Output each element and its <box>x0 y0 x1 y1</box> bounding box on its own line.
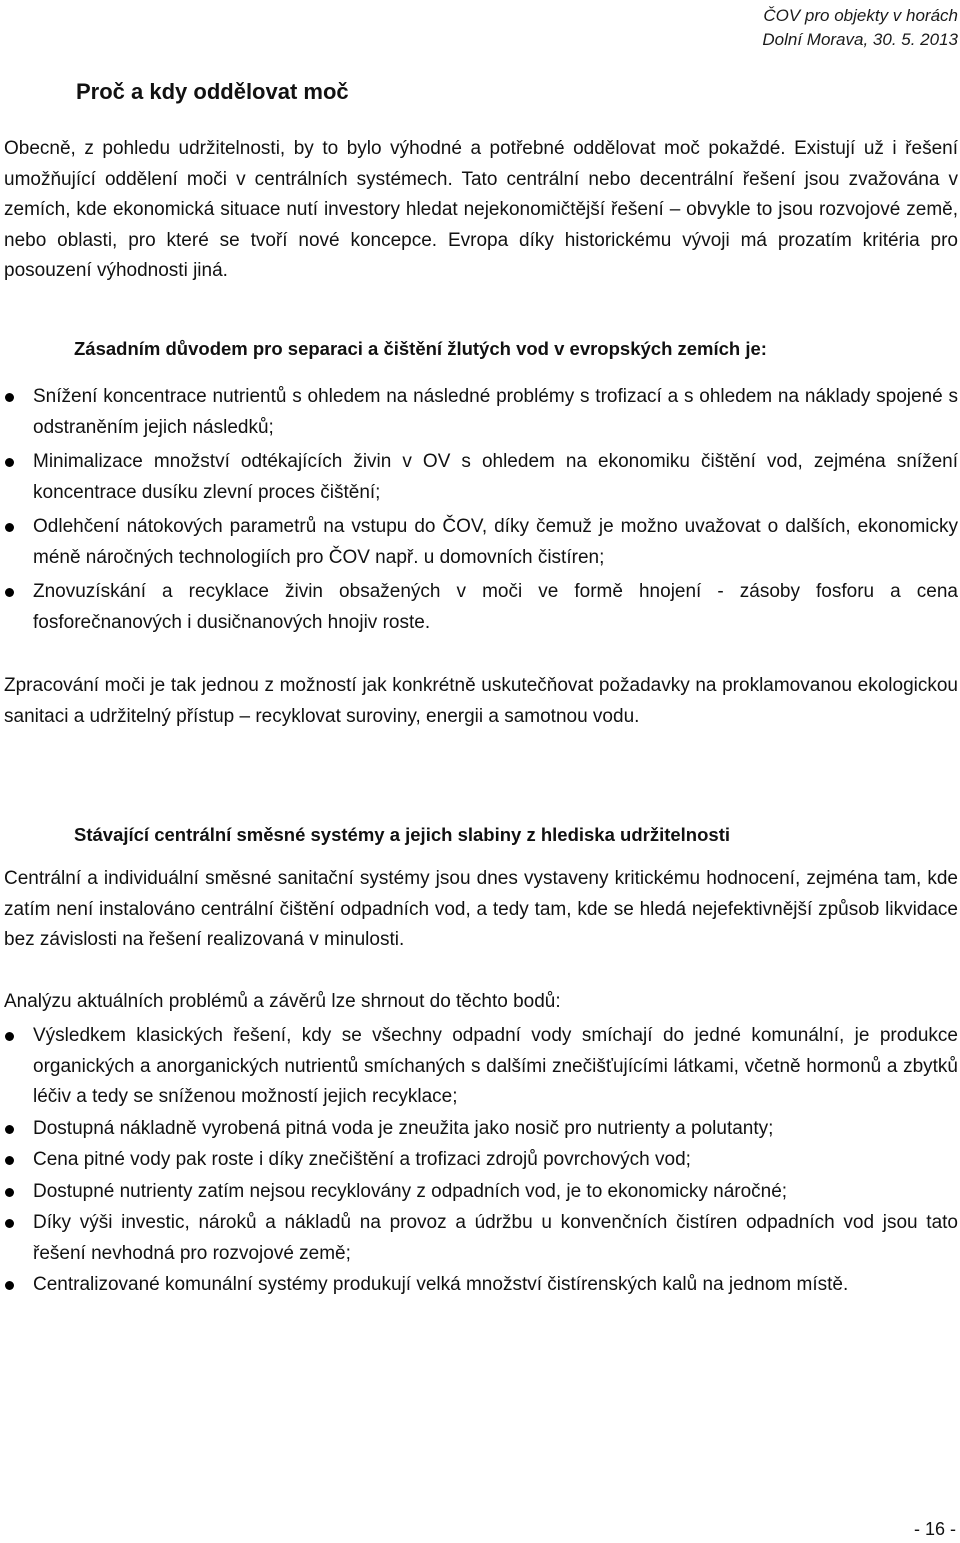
list-item: Díky výši investic, nároků a nákladů na provoz a údržbu u konvenčních čistíren odpadních vod jsou tato řešení nevhodná pro rozvojové země; <box>4 1208 958 1269</box>
section1-heading: Zásadním důvodem pro separaci a čištění žlutých vod v evropských zemích je: <box>74 338 767 359</box>
section1-bullet-list <box>4 382 958 642</box>
intro-paragraph: Obecně, z pohledu udržitelnosti, by to bylo výhodné a potřebné oddělovat moč pokaždé. Existují už i řešení umožňující oddělení moči v centrálních systémech. Tato centrální nebo decentrální řešení jsou zvažována v zemích, kde ekonomická situace nutí investory hledat nejekonomičtější řešení – obvykle to jsou rozvojové země, nebo oblasti, pro které se tvoří nové koncepce. Evropa díky historickému vývoji má prozatím kritéria pro posouzení výhodnosti jiná. <box>4 138 958 281</box>
list-item: Cena pitné vody pak roste i díky znečištění a trofizaci zdrojů povrchových vod; <box>4 1145 958 1176</box>
running-header <box>762 4 958 52</box>
list-item: Odlehčení nátokových parametrů na vstupu do ČOV, díky čemuž je možno uvažovat o dalších, ekonomicky méně náročných technologiích pro ČOV např. u domovních čistíren; <box>4 512 958 573</box>
list-item: Snížení koncentrace nutrientů s ohledem na následné problémy s trofizací a s ohledem na náklady spojené s odstraněním jejich následků; <box>4 382 958 443</box>
list-item: Centralizované komunální systémy produkují velká množství čistírenských kalů na jednom místě. <box>4 1270 958 1301</box>
section1-closing-paragraph: Zpracování moči je tak jednou z možností jak konkrétně uskutečňovat požadavky na proklamovanou ekologickou sanitaci a udržitelný přístup – recyklovat suroviny, energii a samotnou vodu. <box>4 675 958 727</box>
list-item: Znovuzískání a recyklace živin obsažených v moči ve formě hnojení - zásoby fosforu a cena fosforečnanových i dusičnanových hnojiv roste. <box>4 577 958 638</box>
list-item: Dostupné nutrienty zatím nejsou recyklovány z odpadních vod, je to ekonomicky náročné; <box>4 1177 958 1208</box>
header-title: ČOV pro objekty v horách <box>763 6 958 25</box>
page-number: - 16 - <box>913 1519 956 1539</box>
header-date: Dolní Morava, 30. 5. 2013 <box>762 30 958 49</box>
list-item: Výsledkem klasických řešení, kdy se všechny odpadní vody smíchají do jedné komunální, je produkce organických a anorganických nutrientů smíchaných s dalšími znečišťujícími látkami, včetně hormonů a zbytků léčiv a tedy se sníženou možností jejich recyklace; <box>4 1021 958 1113</box>
section2-list-intro: Analýzu aktuálních problémů a závěrů lze shrnout do těchto bodů: <box>4 991 561 1012</box>
list-item: Dostupná nákladně vyrobená pitná voda je zneužita jako nosič pro nutrienty a polutanty; <box>4 1114 958 1145</box>
list-item: Minimalizace množství odtékajících živin v OV s ohledem na ekonomiku čištění vod, zejména snížení koncentrace dusíku zlevní proces čištění; <box>4 447 958 508</box>
section2-paragraph: Centrální a individuální směsné sanitační systémy jsou dnes vystaveny kritickému hodnocení, zejména tam, kde zatím není instalováno centrální čištění odpadních vod, a tedy tam, kde se hledá nejefektivnější způsob likvidace bez závislosti na řešení realizovaná v minulosti. <box>4 868 958 950</box>
section2-heading: Stávající centrální směsné systémy a jejich slabiny z hlediska udržitelnosti <box>74 824 730 845</box>
page-title: Proč a kdy oddělovat moč <box>76 79 349 104</box>
section2-bullet-list <box>4 1021 958 1302</box>
